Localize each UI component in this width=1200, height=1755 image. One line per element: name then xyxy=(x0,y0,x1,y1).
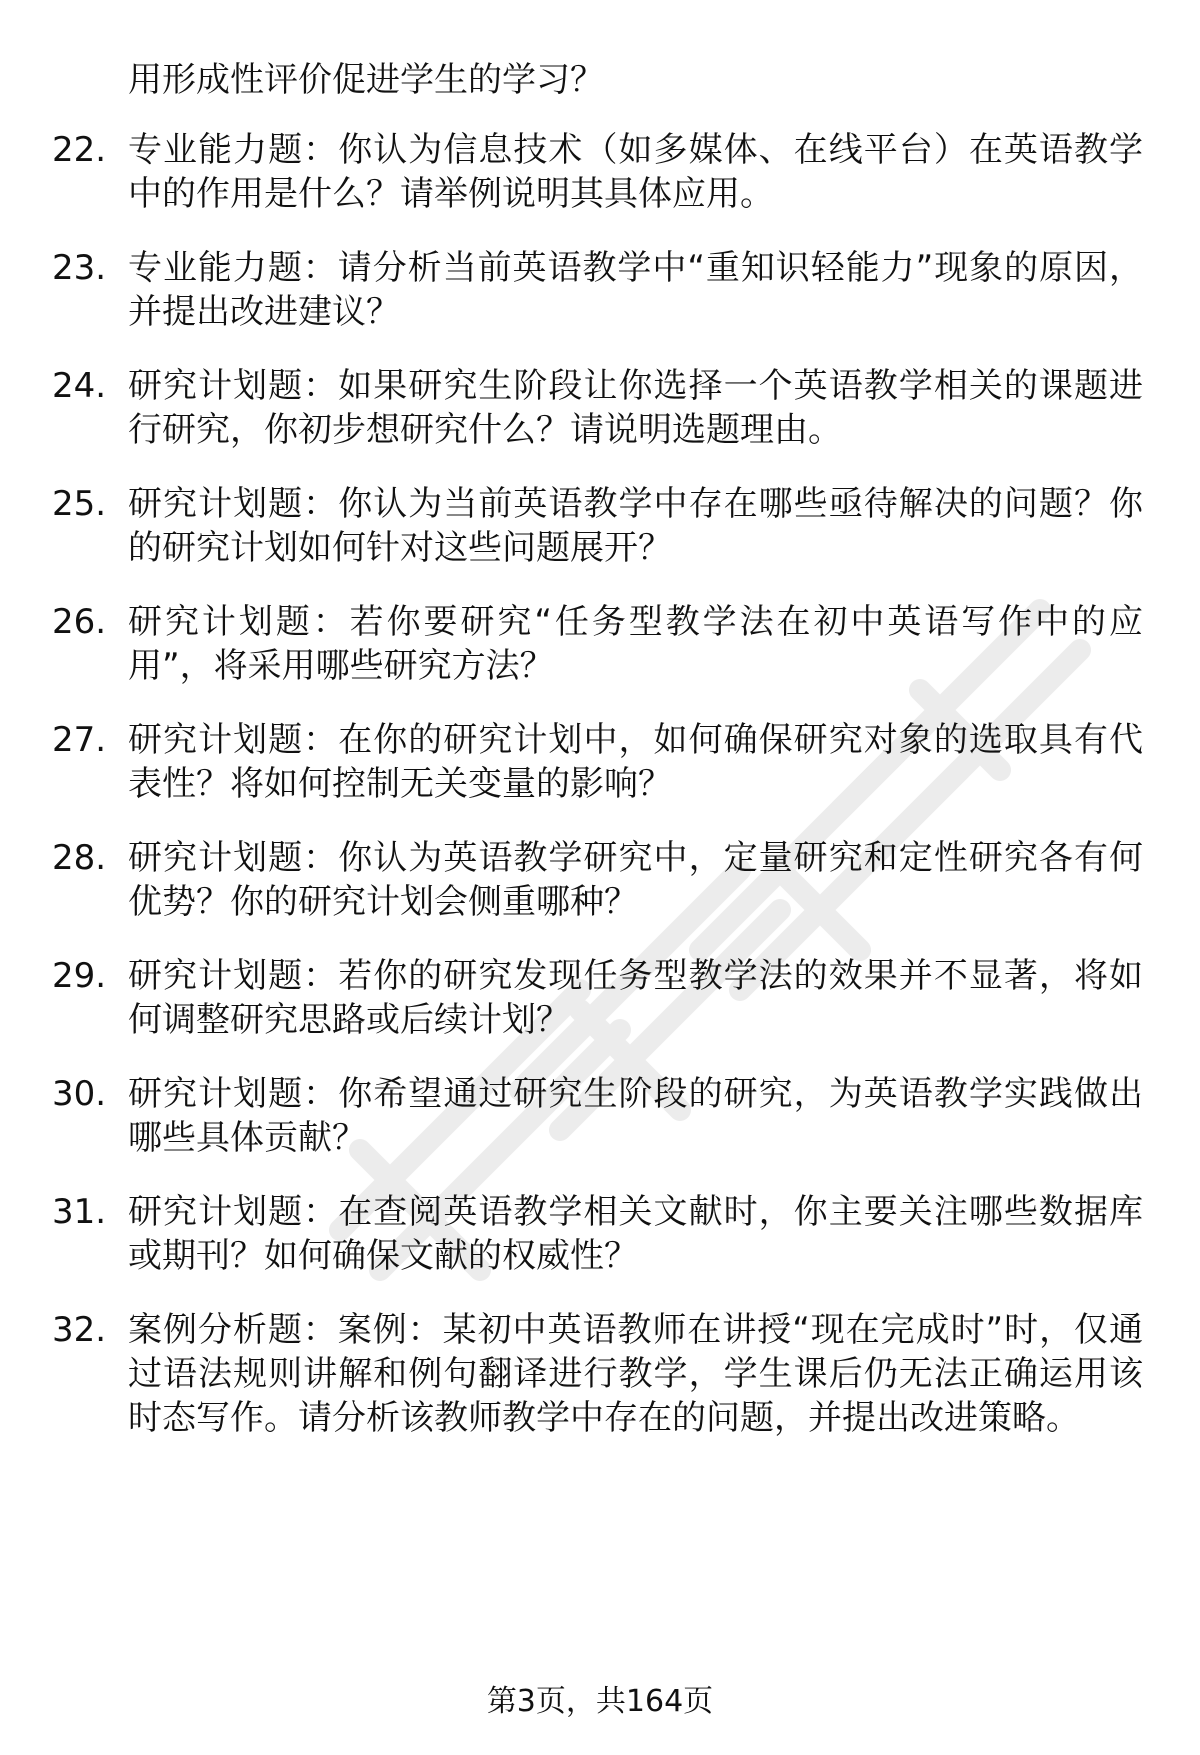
question-text: 专业能力题：你认为信息技术（如多媒体、在线平台）在英语教学中的作用是什么？请举例说明其具体应用。 xyxy=(128,130,1143,214)
question-text: 研究计划题：若你要研究“任务型教学法在初中英语写作中的应用”，将采用哪些研究方法？ xyxy=(128,602,1143,686)
question-number: 29. xyxy=(52,956,107,996)
question-number: 23. xyxy=(52,248,107,288)
question-number: 31. xyxy=(52,1192,107,1232)
question-text: 研究计划题：你认为英语教学研究中，定量研究和定性研究各有何优势？你的研究计划会侧重哪种？ xyxy=(128,838,1143,922)
question-text: 案例分析题：案例：某初中英语教师在讲授“现在完成时”时，仅通过语法规则讲解和例句翻译进行教学，学生课后仍无法正确运用该时态写作。请分析该教师教学中存在的问题，并提出改进策略。 xyxy=(128,1310,1143,1438)
question-number: 25. xyxy=(52,484,107,524)
question-number: 22. xyxy=(52,130,107,170)
question-text: 研究计划题：你希望通过研究生阶段的研究，为英语教学实践做出哪些具体贡献？ xyxy=(128,1074,1143,1158)
page-footer: 第3页，共164页 xyxy=(486,1684,714,1719)
question-number: 24. xyxy=(52,366,107,406)
question-number: 30. xyxy=(52,1074,107,1114)
question-text: 研究计划题：在查阅英语教学相关文献时，你主要关注哪些数据库或期刊？如何确保文献的权威性？ xyxy=(128,1192,1143,1276)
question-number: 26. xyxy=(52,602,107,642)
question-text: 研究计划题：在你的研究计划中，如何确保研究对象的选取具有代表性？将如何控制无关变量的影响？ xyxy=(128,720,1143,804)
question-text: 研究计划题：你认为当前英语教学中存在哪些亟待解决的问题？你的研究计划如何针对这些问题展开？ xyxy=(128,484,1143,568)
question-number: 28. xyxy=(52,838,107,878)
question-text: 研究计划题：如果研究生阶段让你选择一个英语教学相关的课题进行研究，你初步想研究什么？请说明选题理由。 xyxy=(128,366,1143,450)
question-text: 专业能力题：请分析当前英语教学中“重知识轻能力”现象的原因，并提出改进建议？ xyxy=(128,248,1143,332)
question-number: 32. xyxy=(52,1310,107,1350)
question-text: 研究计划题：若你的研究发现任务型教学法的效果并不显著，将如何调整研究思路或后续计划？ xyxy=(128,956,1143,1040)
continuation-text: 用形成性评价促进学生的学习？ xyxy=(128,60,604,100)
question-number: 27. xyxy=(52,720,107,760)
